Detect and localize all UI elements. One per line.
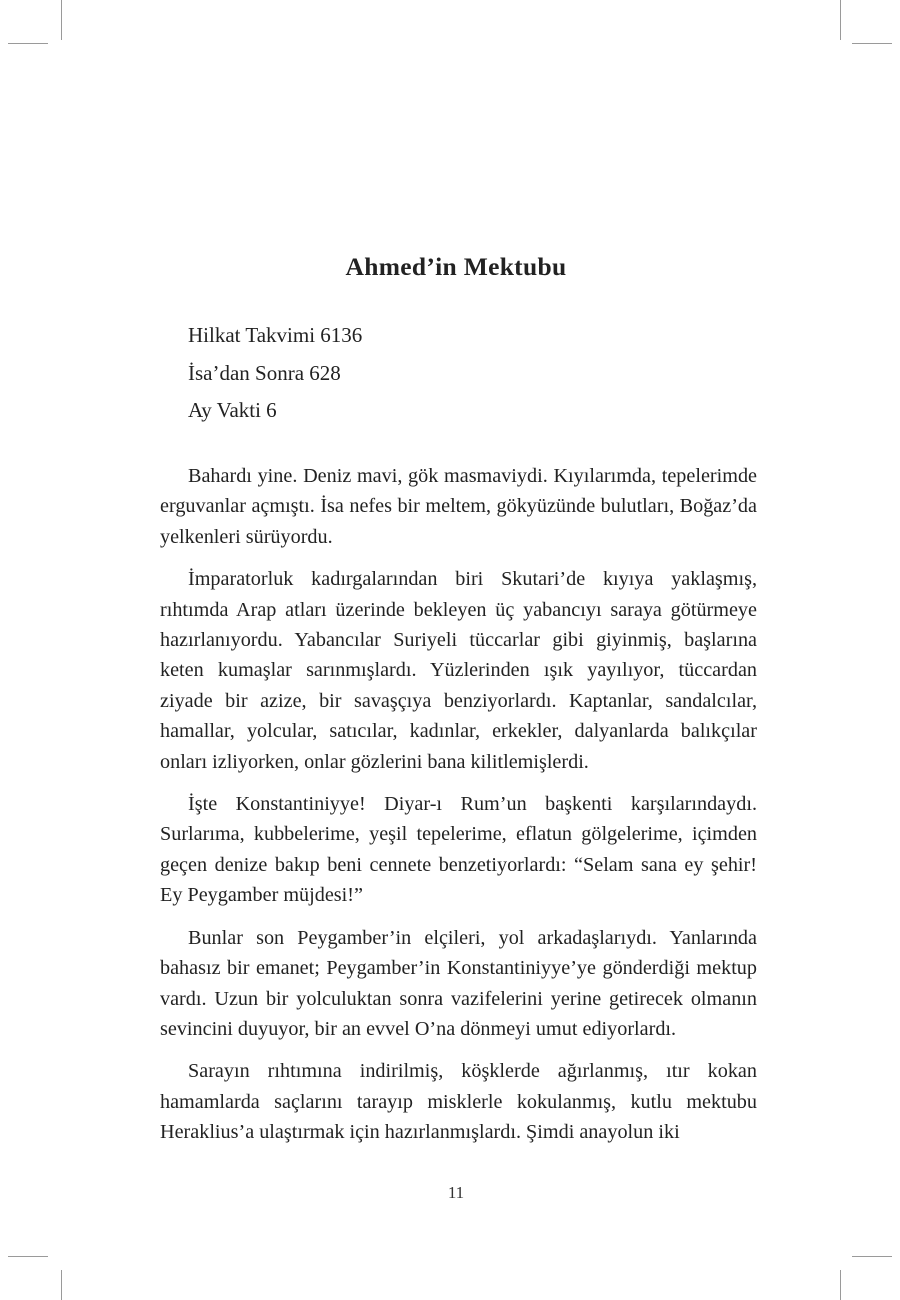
paragraph: Bahardı yine. Deniz mavi, gök masmaviydi. Kıyılarımda, tepelerimde erguvanlar açmıştı. İsa nefes bir meltem, gökyüzünde bulutları, Boğaz’da yelkenleri sürüyordu. [160, 465, 757, 548]
page-number: 11 [447, 1183, 465, 1202]
crop-mark-top-left-horizontal [8, 43, 48, 44]
crop-mark-top-right-horizontal [852, 43, 892, 44]
dateline-creation-calendar: Hilkat Takvimi 6136 [188, 323, 363, 347]
crop-mark-bottom-left-vertical [61, 1270, 62, 1300]
paragraph: Bunlar son Peygamber’in elçileri, yol arkadaşlarıydı. Yanlarında bahasız bir emanet; Peygamber’in Konstantiniyye’ye gönderdiği mektup vardı. Uzun bir yolculuktan sonra vazifelerini yerine getirecek olmanın sevincini duyuyor, bir an evvel O’na dönmeyi umut ediyorlardı. [160, 926, 757, 1040]
paragraph: Sarayın rıhtımına indirilmiş, köşklerde ağırlanmış, ıtır kokan hamamlarda saçlarını tarayıp misklerle kokulanmış, kutlu mektubu Heraklius’a ulaştırmak için hazırlanmışlardı. Şimdi anayolun iki [160, 1060, 757, 1144]
dateline-month: Ay Vakti 6 [188, 398, 277, 422]
paragraph: İşte Konstantiniyye! Diyar-ı Rum’un başkenti karşılarındaydı. Surlarıma, kubbelerime, yeşil tepelerime, eflatun gölgelerime, içimden geçen denize bakıp beni cennete benzetiyorlardı: “Selam sana ey şehir! Ey Peygamber müjdesi!” [160, 793, 757, 907]
dateline [188, 317, 688, 430]
crop-mark-bottom-right-horizontal [852, 1256, 892, 1257]
crop-mark-top-left-vertical [61, 0, 62, 40]
body-text [160, 461, 757, 1160]
crop-mark-top-right-vertical [840, 0, 841, 40]
paragraph: İmparatorluk kadırgalarından biri Skutari’de kıyıya yaklaşmış, rıhtımda Arap atları üzerinde bekleyen üç yabancıyı saraya götürmeye hazırlanıyordu. Yabancılar Suriyeli tüccarlar gibi giyinmiş, başlarına keten kumaşlar sarınmışlardı. Yüzlerinden ışık yayılıyor, tüccardan ziyade bir azize, bir savaşçıya benziyorlardı. Kaptanlar, sandalcılar, hamallar, yolcular, satıcılar, kadınlar, erkekler, dalyanlarda balıkçılar onları izliyorken, onlar gözlerini bana kilitlemişlerdi. [160, 568, 757, 773]
chapter-title: Ahmed’in Mektubu [345, 252, 567, 281]
crop-mark-bottom-right-vertical [840, 1270, 841, 1300]
crop-mark-bottom-left-horizontal [8, 1256, 48, 1257]
dateline-after-jesus: İsa’dan Sonra 628 [188, 360, 341, 385]
